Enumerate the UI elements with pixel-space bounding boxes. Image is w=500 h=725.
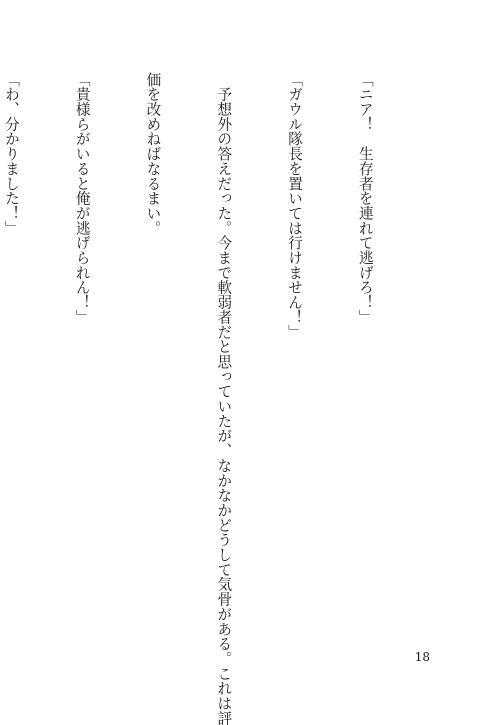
text-line: 「貴様らがいると俺が逃げられん！」 — [73, 72, 91, 325]
text-line: 価を改めねばなるまい。 — [144, 72, 162, 236]
text-line: 「ガウル隊長を置いては行けません！」 — [286, 72, 304, 340]
text-line: 予想外の答えだった。今まで軟弱者だと思っていたが、なかなかどうして気骨がある。これは評 — [215, 72, 233, 725]
text-line: 「わ、分かりました！」 — [2, 72, 20, 236]
text-line: 「ニア！ 生存者を連れて逃げろ！」 — [356, 72, 374, 325]
page-number: 18 — [414, 650, 430, 664]
